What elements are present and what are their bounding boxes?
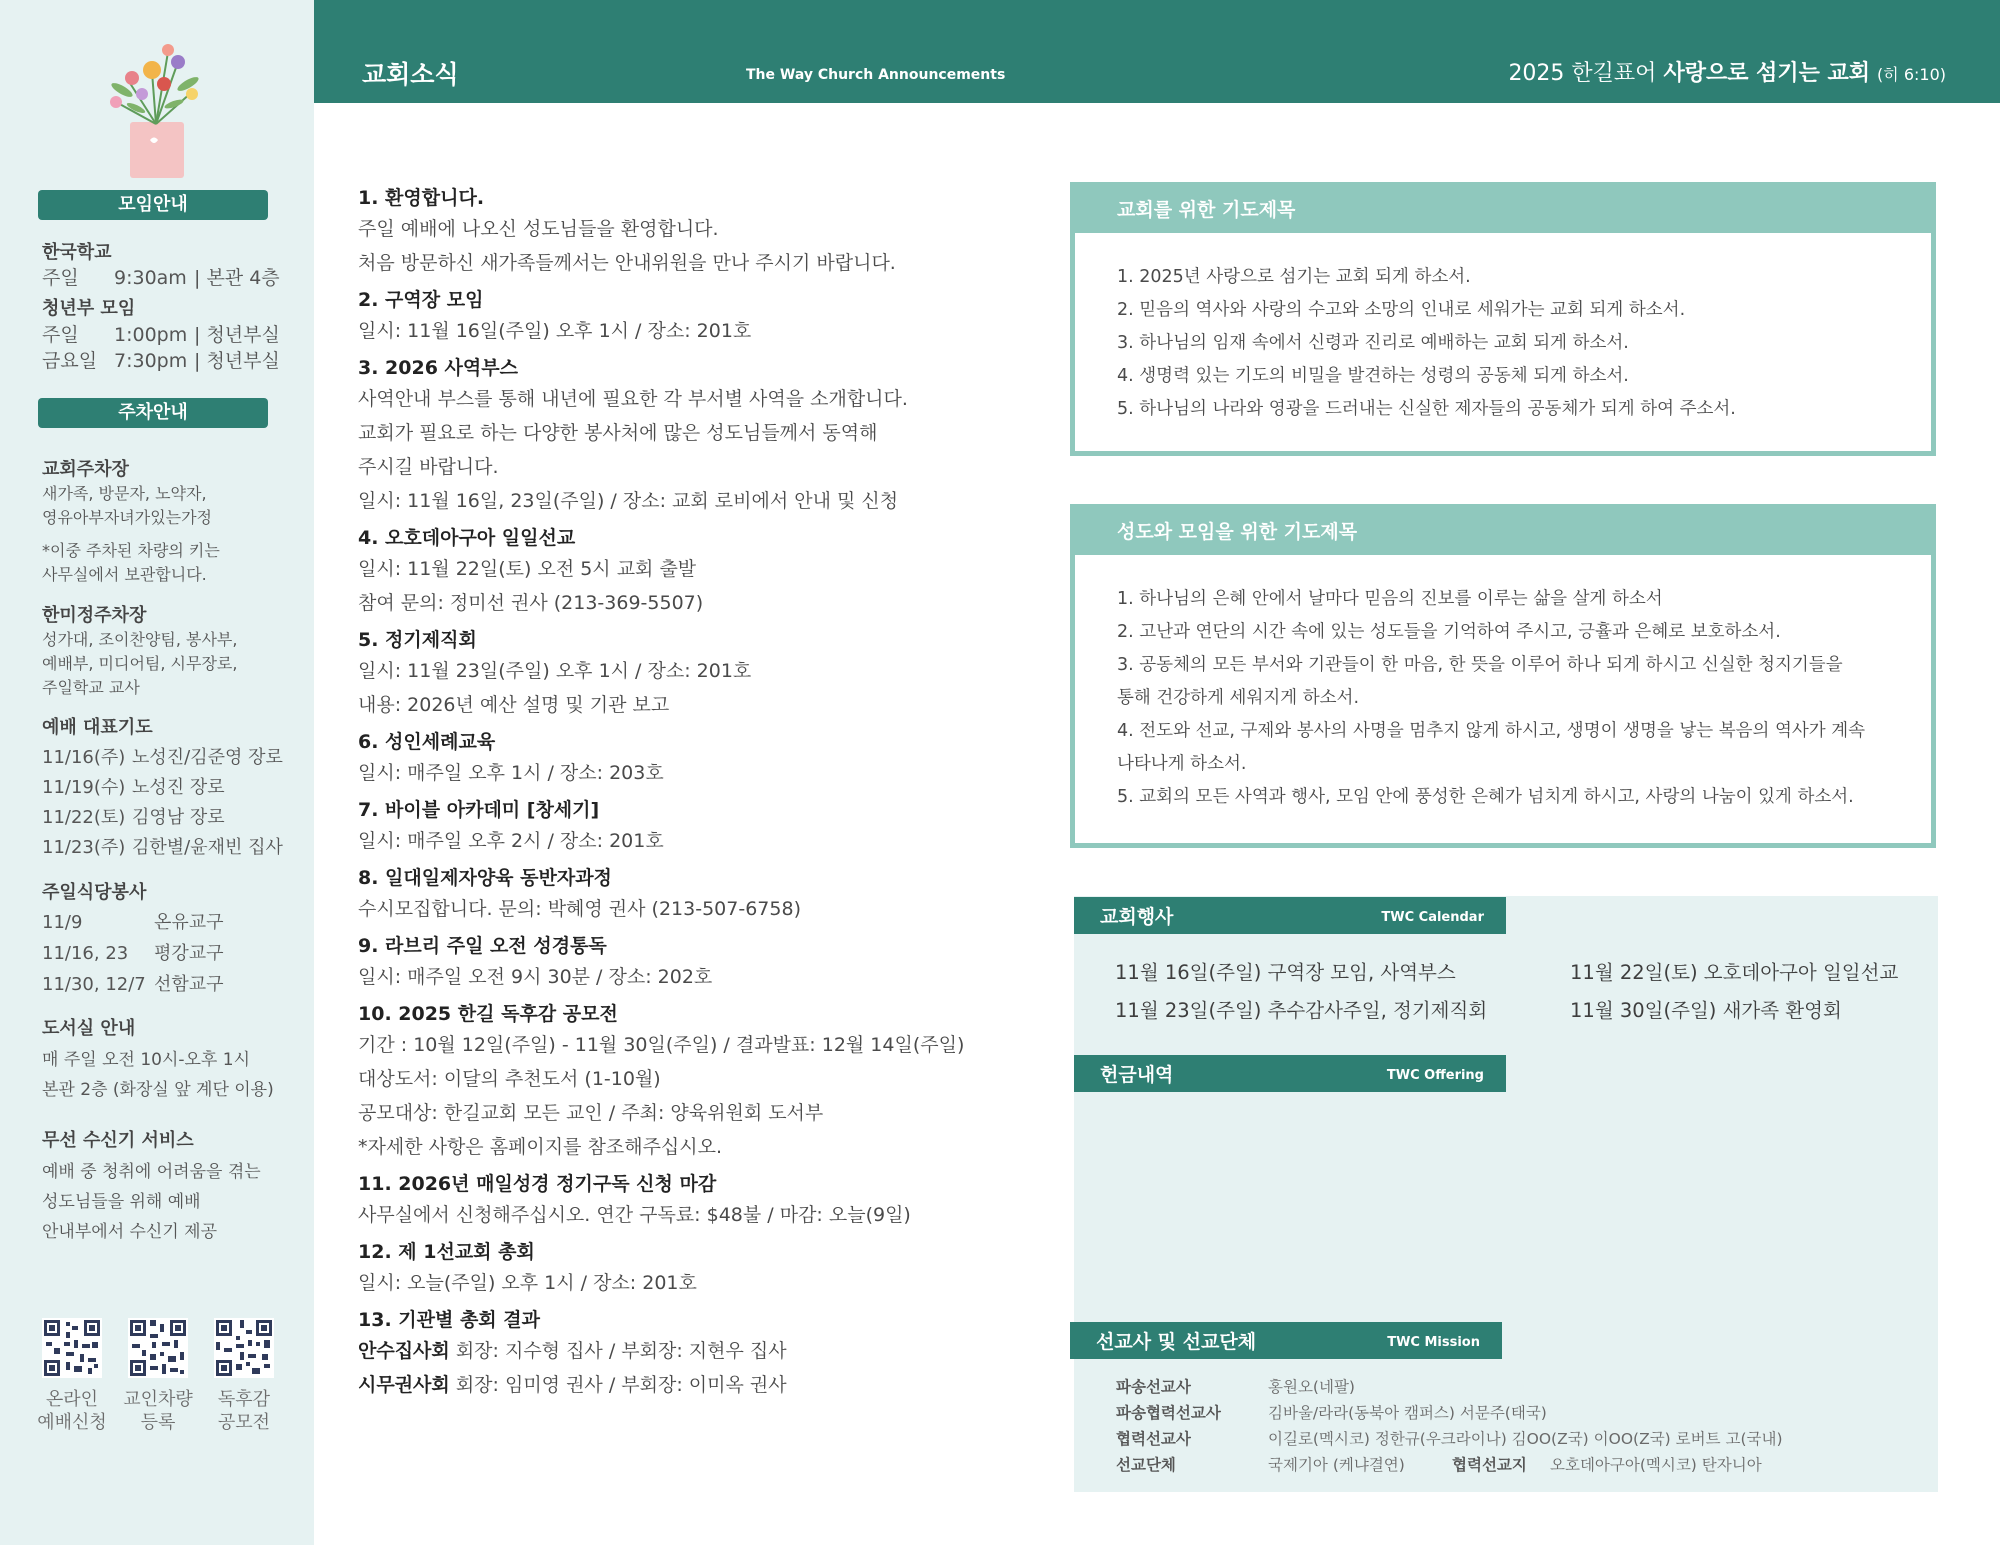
hanmi-parking-line: 예배부, 미디어팀, 시무장로, bbox=[42, 654, 238, 673]
calendar-event: 11월 22일(토) 오호데아구아 일일선교 bbox=[1570, 961, 1899, 984]
korean-school-row bbox=[42, 263, 280, 290]
mission-label: 파송선교사 bbox=[1116, 1378, 1191, 1396]
hanmi-parking-line: 성가대, 조이찬양팀, 봉사부, bbox=[42, 630, 238, 649]
place: | 청년부실 bbox=[194, 324, 280, 346]
church-prayer-box bbox=[1070, 182, 1936, 456]
prayer-item: 4. 생명력 있는 기도의 비밀을 발견하는 성령의 공동체 되게 하소서. bbox=[1117, 366, 1629, 386]
member-prayer-title: 성도와 모임을 위한 기도제목 bbox=[1075, 509, 1931, 555]
qr-label-vehicle-registration bbox=[116, 1388, 200, 1434]
day: 주일 bbox=[42, 324, 79, 346]
date: 11/19(수) bbox=[42, 777, 126, 798]
member-prayer-box bbox=[1070, 504, 1936, 848]
place: | 본관 4층 bbox=[194, 267, 280, 289]
group: 선함교구 bbox=[154, 974, 224, 995]
mission-header bbox=[1070, 1322, 1502, 1359]
offering-title: 헌금내역 bbox=[1100, 1064, 1174, 1086]
announcement-line: 일시: 매주일 오후 1시 / 장소: 203호 bbox=[358, 762, 664, 784]
wireless-line: 안내부에서 수신기 제공 bbox=[42, 1222, 218, 1242]
date: 11/9 bbox=[42, 912, 83, 933]
mission-label: 협력선교사 bbox=[1116, 1430, 1191, 1448]
prayer-leader-row bbox=[42, 833, 283, 859]
announcement-title: 7. 바이블 아카데미 [창세기] bbox=[358, 799, 600, 821]
announcement-line: 처음 방문하신 새가족들께서는 안내위원을 만나 주시기 바랍니다. bbox=[358, 252, 896, 274]
youth-meeting-row bbox=[42, 346, 280, 373]
announcement-line: 교회가 필요로 하는 다양한 봉사처에 많은 성도님들께서 동역해 bbox=[358, 422, 878, 444]
day: 금요일 bbox=[42, 350, 98, 372]
announcement-line: 대상도서: 이달의 추천도서 (1-10월) bbox=[358, 1068, 661, 1090]
announcement-title: 4. 오호데아구아 일일선교 bbox=[358, 527, 576, 549]
prayer-item: 나타나게 하소서. bbox=[1117, 754, 1247, 774]
mission-label: 협력선교지 bbox=[1452, 1456, 1527, 1474]
announcement-line: 일시: 매주일 오후 2시 / 장소: 201호 bbox=[358, 830, 664, 852]
wireless-line: 성도님들을 위해 예배 bbox=[42, 1192, 201, 1212]
member-prayer-list bbox=[1075, 555, 1931, 814]
prayer-item: 3. 하나님의 임재 속에서 신령과 진리로 예배하는 교회 되게 하소서. bbox=[1117, 333, 1629, 353]
parking-info-tag: 주차안내 bbox=[38, 398, 268, 428]
church-parking-line: 새가족, 방문자, 노약자, bbox=[42, 484, 207, 503]
announcement-line: 수시모집합니다. 문의: 박혜영 권사 (213-507-6758) bbox=[358, 898, 801, 920]
page-subtitle: The Way Church Announcements bbox=[746, 67, 1006, 83]
announcement-item bbox=[358, 1000, 1038, 1164]
mission-subtitle: TWC Mission bbox=[1387, 1335, 1480, 1350]
qr-code-icon[interactable] bbox=[42, 1318, 102, 1378]
announcement-line: 주일 예배에 나오신 성도님들을 환영합니다. bbox=[358, 218, 719, 240]
qr-label-line: 예배신청 bbox=[37, 1412, 107, 1433]
announcement-item bbox=[358, 1238, 1038, 1300]
library-line: 매 주일 오전 10시-오후 1시 bbox=[42, 1050, 250, 1070]
announcement-title: 6. 성인세례교육 bbox=[358, 731, 496, 753]
wireless-line: 예배 중 청취에 어려움을 겪는 bbox=[42, 1162, 261, 1182]
announcement-item bbox=[358, 1306, 1038, 1402]
double-parking-note: 사무실에서 보관합니다. bbox=[42, 565, 207, 584]
offering-subtitle: TWC Offering bbox=[1386, 1068, 1484, 1083]
prayer-leader-row bbox=[42, 773, 225, 799]
motto-main: 사랑으로 섬기는 교회 bbox=[1663, 61, 1871, 86]
announcement-line: 참여 문의: 정미선 권사 (213-369-5507) bbox=[358, 592, 704, 614]
announcement-item bbox=[358, 864, 1038, 926]
mission-value: 오호데아구아(멕시코) 탄자니아 bbox=[1550, 1456, 1762, 1474]
date: 11/16(주) bbox=[42, 747, 126, 768]
double-parking-note: *이중 주차된 차량의 키는 bbox=[42, 541, 220, 560]
announcement-item bbox=[358, 286, 1038, 348]
announcement-line: 일시: 매주일 오전 9시 30분 / 장소: 202호 bbox=[358, 966, 713, 988]
announcement-line: 공모대상: 한길교회 모든 교인 / 주최: 양육위원회 도서부 bbox=[358, 1102, 824, 1124]
announcement-title: 8. 일대일제자양육 동반자과정 bbox=[358, 867, 612, 889]
announcement-line: 일시: 11월 22일(토) 오전 5시 교회 출발 bbox=[358, 558, 697, 580]
announcement-title: 10. 2025 한길 독후감 공모전 bbox=[358, 1003, 618, 1025]
time: 7:30pm bbox=[114, 350, 188, 372]
announcement-title: 13. 기관별 총회 결과 bbox=[358, 1309, 540, 1331]
church-parking-line: 영유아부자녀가있는가정 bbox=[42, 508, 213, 527]
qr-label-line: 교인차량 bbox=[123, 1389, 193, 1410]
time: 9:30am bbox=[114, 267, 187, 289]
name: 노성진/김준영 장로 bbox=[132, 747, 283, 768]
mission-value: 이길로(멕시코) 정한규(우크라이나) 김OO(Z국) 이OO(Z국) 로버트 고(국내) bbox=[1268, 1430, 1783, 1448]
announcement-line: 일시: 오늘(주일) 오후 1시 / 장소: 201호 bbox=[358, 1272, 697, 1294]
dining-row bbox=[42, 970, 224, 996]
date: 11/30, 12/7 bbox=[42, 974, 146, 995]
announcement-line: 주시길 바랍니다. bbox=[358, 456, 499, 478]
qr-code-icon[interactable] bbox=[214, 1318, 274, 1378]
calendar-event: 11월 16일(주일) 구역장 모임, 사역부스 bbox=[1115, 961, 1456, 984]
wireless-receiver-title: 무선 수신기 서비스 bbox=[42, 1130, 194, 1151]
announcement-item bbox=[358, 728, 1038, 790]
qr-label-line: 온라인 bbox=[45, 1389, 99, 1410]
dining-row bbox=[42, 939, 224, 965]
prayer-item: 2. 믿음의 역사와 사랑의 수고와 소망의 인내로 세워가는 교회 되게 하소서. bbox=[1117, 300, 1686, 320]
date: 11/16, 23 bbox=[42, 943, 129, 964]
meeting-info-tag: 모임안내 bbox=[38, 190, 268, 220]
prayer-item: 3. 공동체의 모든 부서와 기관들이 한 마음, 한 뜻을 이루어 하나 되게 하시고 신실한 청지기들을 bbox=[1117, 655, 1843, 675]
mission-label: 선교단체 bbox=[1116, 1456, 1176, 1474]
announcement-line: *자세한 사항은 홈페이지를 참조해주십시오. bbox=[358, 1136, 723, 1158]
mission-value: 김바울/라라(동북아 캠퍼스) 서문주(태국) bbox=[1268, 1404, 1547, 1422]
organization-name: 안수집사회 bbox=[358, 1340, 450, 1362]
announcement-item bbox=[358, 354, 1038, 518]
qr-label-line: 등록 bbox=[140, 1412, 176, 1433]
church-motto bbox=[1508, 56, 1946, 87]
prayer-item: 1. 2025년 사랑으로 섬기는 교회 되게 하소서. bbox=[1117, 267, 1471, 287]
prayer-item: 1. 하나님의 은혜 안에서 날마다 믿음의 진보를 이루는 삶을 살게 하소서 bbox=[1117, 589, 1663, 609]
church-prayer-title: 교회를 위한 기도제목 bbox=[1075, 187, 1931, 233]
library-title: 도서실 안내 bbox=[42, 1018, 136, 1039]
dining-service-title: 주일식당봉사 bbox=[42, 882, 147, 903]
announcement-line: 내용: 2026년 예산 설명 및 기관 보고 bbox=[358, 694, 670, 716]
prayer-leader-title: 예배 대표기도 bbox=[42, 717, 153, 738]
page-title: 교회소식 bbox=[362, 60, 459, 89]
hanmi-parking-title: 한미정주차장 bbox=[42, 605, 147, 626]
prayer-item: 5. 하나님의 나라와 영광을 드러내는 신실한 제자들의 공동체가 되게 하여 주소서. bbox=[1117, 399, 1736, 419]
mission-title: 선교사 및 선교단체 bbox=[1096, 1331, 1257, 1353]
date: 11/22(토) bbox=[42, 807, 126, 828]
result-text: 회장: 임미영 권사 / 부회장: 이미옥 권사 bbox=[449, 1374, 787, 1396]
youth-meeting-row bbox=[42, 320, 280, 347]
prayer-item: 2. 고난과 연단의 시간 속에 있는 성도들을 기억하여 주시고, 긍휼과 은혜로 보호하소서. bbox=[1117, 622, 1781, 642]
youth-meeting-title: 청년부 모임 bbox=[42, 298, 136, 319]
announcement-title: 9. 라브리 주일 오전 성경통독 bbox=[358, 935, 607, 957]
announcement-title: 11. 2026년 매일성경 정기구독 신청 마감 bbox=[358, 1173, 717, 1195]
announcement-title: 12. 제 1선교회 총회 bbox=[358, 1241, 535, 1263]
announcement-item bbox=[358, 796, 1038, 858]
election-result-row bbox=[358, 1368, 1038, 1402]
election-result-row bbox=[358, 1334, 1038, 1368]
group: 온유교구 bbox=[154, 912, 224, 933]
prayer-leader-row bbox=[42, 803, 225, 829]
motto-reference: (히 6:10) bbox=[1877, 65, 1946, 84]
time: 1:00pm bbox=[114, 324, 188, 346]
offering-header bbox=[1074, 1055, 1506, 1092]
name: 김한별/윤재빈 집사 bbox=[132, 837, 283, 858]
announcement-title: 1. 환영합니다. bbox=[358, 187, 485, 209]
organization-name: 시무권사회 bbox=[358, 1374, 450, 1396]
prayer-item: 4. 전도와 선교, 구제와 봉사의 사명을 멈추지 않게 하시고, 생명이 생명을 낳는 복음의 역사가 계속 bbox=[1117, 721, 1866, 741]
sidebar bbox=[0, 0, 314, 1545]
announcement-item bbox=[358, 626, 1038, 722]
library-line: 본관 2층 (화장실 앞 계단 이용) bbox=[42, 1080, 274, 1100]
mission-value: 홍원오(네팔) bbox=[1268, 1378, 1355, 1396]
qr-label-online-worship bbox=[30, 1388, 114, 1434]
announcement-item bbox=[358, 1170, 1038, 1232]
calendar-event: 11월 30일(주일) 새가족 환영회 bbox=[1570, 999, 1842, 1022]
dining-row bbox=[42, 908, 224, 934]
hanmi-parking-line: 주일학교 교사 bbox=[42, 678, 140, 697]
announcement-item bbox=[358, 932, 1038, 994]
flower-bouquet-icon bbox=[88, 32, 216, 178]
day: 주일 bbox=[42, 267, 79, 289]
prayer-item: 5. 교회의 모든 사역과 행사, 모임 안에 풍성한 은혜가 넘치게 하시고, 사랑의 나눔이 있게 하소서. bbox=[1117, 787, 1854, 807]
announcement-list bbox=[358, 178, 1038, 1402]
qr-label-line: 공모전 bbox=[217, 1412, 271, 1433]
calendar-title: 교회행사 bbox=[1100, 906, 1174, 928]
name: 김영남 장로 bbox=[132, 807, 225, 828]
announcement-line: 기간 : 10월 12일(주일) - 11월 30일(주일) / 결과발표: 12월 14일(주일) bbox=[358, 1034, 965, 1056]
prayer-leader-row bbox=[42, 743, 283, 769]
church-parking-title: 교회주차장 bbox=[42, 459, 129, 480]
calendar-header bbox=[1074, 897, 1506, 934]
page-header bbox=[314, 0, 2000, 103]
group: 평강교구 bbox=[154, 943, 224, 964]
prayer-item: 통해 건강하게 세워지게 하소서. bbox=[1117, 688, 1360, 708]
name: 노성진 장로 bbox=[132, 777, 225, 798]
announcement-title: 5. 정기제직회 bbox=[358, 629, 477, 651]
announcement-item bbox=[358, 184, 1038, 280]
result-text: 회장: 지수형 집사 / 부회장: 지현우 집사 bbox=[449, 1340, 787, 1362]
korean-school-title: 한국학교 bbox=[42, 242, 112, 263]
announcement-title: 3. 2026 사역부스 bbox=[358, 357, 518, 379]
mission-label: 파송협력선교사 bbox=[1116, 1404, 1221, 1422]
qr-label-line: 독후감 bbox=[217, 1389, 271, 1410]
announcement-title: 2. 구역장 모임 bbox=[358, 289, 484, 311]
church-prayer-list bbox=[1075, 233, 1931, 426]
announcement-line: 일시: 11월 23일(주일) 오후 1시 / 장소: 201호 bbox=[358, 660, 752, 682]
announcement-item bbox=[358, 524, 1038, 620]
qr-label-book-report bbox=[202, 1388, 286, 1434]
calendar-event: 11월 23일(주일) 추수감사주일, 정기제직회 bbox=[1115, 999, 1488, 1022]
motto-prefix: 2025 한길표어 bbox=[1508, 61, 1657, 86]
mission-value-row bbox=[1268, 1453, 1762, 1475]
place: | 청년부실 bbox=[194, 350, 280, 372]
announcement-line: 일시: 11월 16일(주일) 오후 1시 / 장소: 201호 bbox=[358, 320, 752, 342]
mission-value: 국제기아 (케냐결연) bbox=[1268, 1456, 1405, 1474]
announcement-line: 사역안내 부스를 통해 내년에 필요한 각 부서별 사역을 소개합니다. bbox=[358, 388, 908, 410]
qr-code-icon[interactable] bbox=[128, 1318, 188, 1378]
date: 11/23(주) bbox=[42, 837, 126, 858]
announcement-line: 일시: 11월 16일, 23일(주일) / 장소: 교회 로비에서 안내 및 신청 bbox=[358, 490, 899, 512]
announcement-line: 사무실에서 신청해주십시오. 연간 구독료: $48불 / 마감: 오늘(9일) bbox=[358, 1204, 911, 1226]
calendar-subtitle: TWC Calendar bbox=[1381, 910, 1484, 925]
